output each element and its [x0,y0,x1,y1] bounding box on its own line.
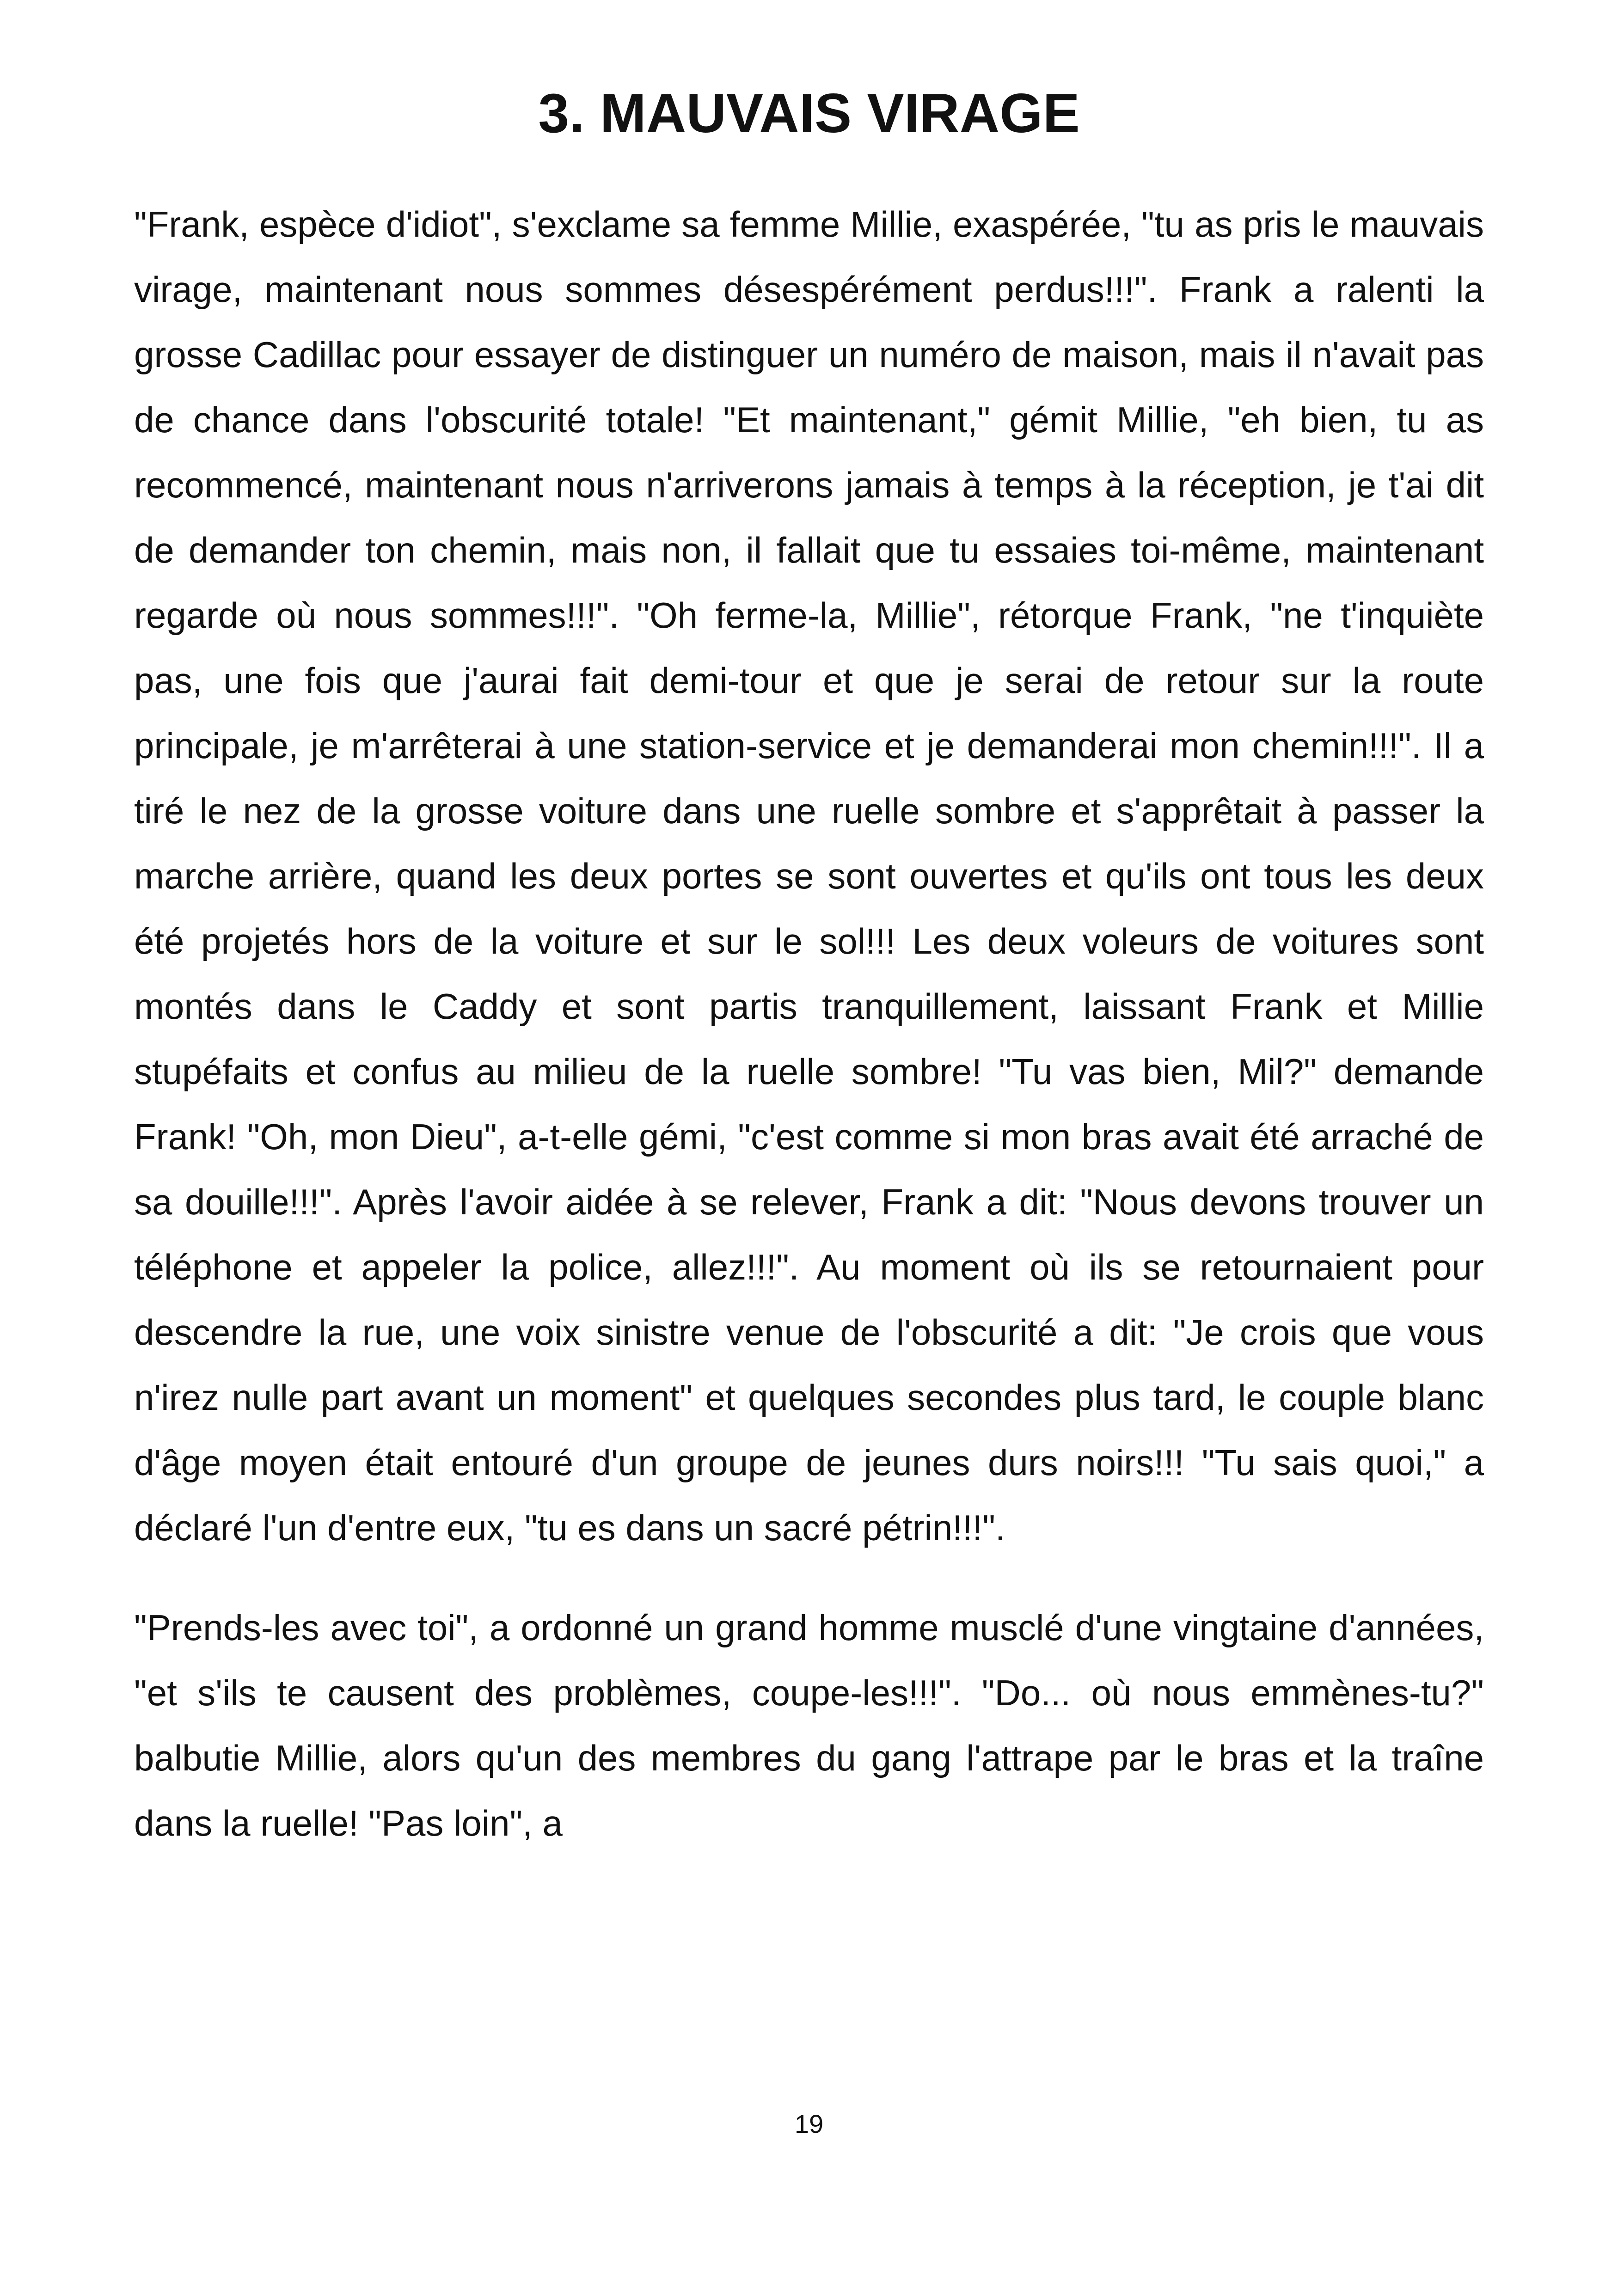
page-number: 19 [794,2109,824,2138]
chapter-body [134,192,1484,1856]
body-paragraph-2: "Prends-les avec toi", a ordonné un grand homme musclé d'une vingtaine d'années, "et s'ils te causent des problèmes, coupe-les!!!". "Do... où nous emmènes-tu?" balbutie Millie, alors qu'un des membres du gang l'attrape par le bras et la traîne dans la ruelle! "Pas loin", a [134,1607,1484,1843]
chapter-title: 3. MAUVAIS VIRAGE [538,82,1080,144]
body-paragraph-1: "Frank, espèce d'idiot", s'exclame sa femme Millie, exaspérée, "tu as pris le mauvais virage, maintenant nous sommes désespérément perdus!!!". Frank a ralenti la grosse Cadillac pour essayer de distinguer un numéro de maison, mais il n'avait pas de chance dans l'obscurité totale! "Et maintenant," gémit Millie, "eh bien, tu as recommencé, maintenant nous n'arriverons jamais à temps à la réception, je t'ai dit de demander ton chemin, mais non, il fallait que tu essaies toi-même, maintenant regarde où nous sommes!!!". "Oh ferme-la, Millie", rétorque Frank, "ne t'inquiète pas, une fois que j'aurai fait demi-tour et que je serai de retour sur la route principale, je m'arrêterai à une station-service et je demanderai mon chemin!!!". Il a tiré le nez de la grosse voiture dans une ruelle sombre et s'apprêtait à passer la marche arrière, quand les deux portes se sont ouvertes et qu'ils ont tous les deux été projetés hors de la voiture et sur le sol!!! Les deux voleurs de voitures sont montés dans le Caddy et sont partis tranquillement, laissant Frank et Millie stupéfaits et confus au milieu de la ruelle sombre! "Tu vas bien, Mil?" demande Frank! "Oh, mon Dieu", a-t-elle gémi, "c'est comme si mon bras avait été arraché de sa douille!!!". Après l'avoir aidée à se relever, Frank a dit: "Nous devons trouver un téléphone et appeler la police, allez!!!". Au moment où ils se retournaient pour descendre la rue, une voix sinistre venue de l'obscurité a dit: "Je crois que vous n'irez nulle part avant un moment" et quelques secondes plus tard, le couple blanc d'âge moyen était entouré d'un groupe de jeunes durs noirs!!! "Tu sais quoi," a déclaré l'un d'entre eux, "tu es dans un sacré pétrin!!!". [134,204,1484,1548]
